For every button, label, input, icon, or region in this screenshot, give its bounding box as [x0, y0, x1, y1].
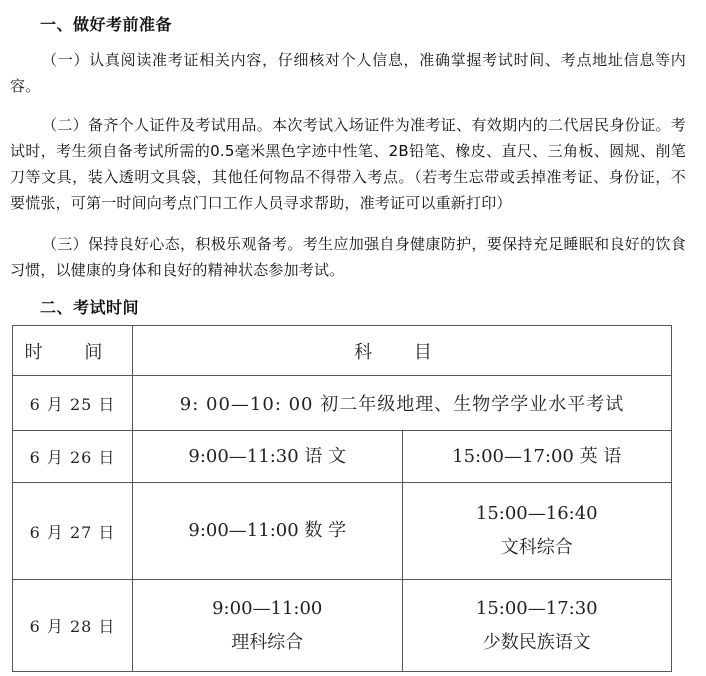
paragraph-documents-supplies: （二）备齐个人证件及考试用品。本次考试入场证件为准考证、有效期内的二代居民身份证。考试时，考生须自备考试所需的0.5毫米黑色字迹中性笔、2B铅笔、橡皮、直尺、三角板、圆规、削笔刀等文具，装入透明文具袋，其他任何物品不得带入考点。（若考生忘带或丢掉准考证、身份证，不要慌张，可第一时间向考点门口工作人员寻求帮助，准考证可以重新打印）: [10, 116, 686, 212]
subject-cell-morning: [133, 580, 403, 672]
date-cell: 6 月 25 日: [13, 376, 133, 431]
paragraph-mindset-health: （三）保持良好心态，积极乐观备考。考生应加强自身健康防护，要保持充足睡眠和良好的饮食习惯，以健康的身体和良好的精神状态参加考试。: [10, 235, 686, 279]
session-subject: 理科综合: [231, 631, 304, 653]
subject-cell-afternoon: [402, 580, 672, 672]
subject-cell-afternoon: [402, 431, 672, 483]
subject-cell-morning: [133, 483, 403, 580]
header-time: 时 间: [13, 326, 133, 376]
session-subject: 少数民族语文: [482, 631, 591, 653]
subject-cell-afternoon: [402, 483, 672, 580]
section-heading-preparation: 一、做好考前准备: [40, 15, 173, 34]
session-subject: 文科综合: [500, 537, 573, 558]
date-cell: 6 月 27 日: [13, 483, 133, 580]
table-header-row: [13, 326, 672, 376]
table-row: [13, 483, 672, 580]
session-text: 15:00—17:00 英 语: [452, 445, 622, 467]
table-row: [13, 431, 672, 483]
session-text: 9:00—11:30 语 文: [188, 445, 347, 467]
table-row: [13, 376, 672, 431]
session-time: 15:00—17:30: [475, 597, 598, 619]
header-subject: 科 目: [133, 326, 672, 376]
session-time: 9:00—11:00: [212, 597, 323, 619]
date-cell: 6 月 26 日: [13, 431, 133, 483]
session-time: 15:00—16:40: [475, 503, 598, 524]
paragraph-admission-ticket: （一）认真阅读准考证相关内容，仔细核对个人信息，准确掌握考试时间、考点地址信息等内容。: [10, 51, 686, 95]
section-heading-schedule: 二、考试时间: [40, 298, 140, 317]
exam-schedule-table: [12, 325, 672, 672]
session-text: 9:00—11:00 数 学: [188, 520, 347, 541]
subject-cell-full: 9: 00—10: 00 初二年级地理、生物学学业水平考试: [133, 376, 672, 431]
table-row: [13, 580, 672, 672]
subject-cell-morning: [133, 431, 403, 483]
date-cell: 6 月 28 日: [13, 580, 133, 672]
